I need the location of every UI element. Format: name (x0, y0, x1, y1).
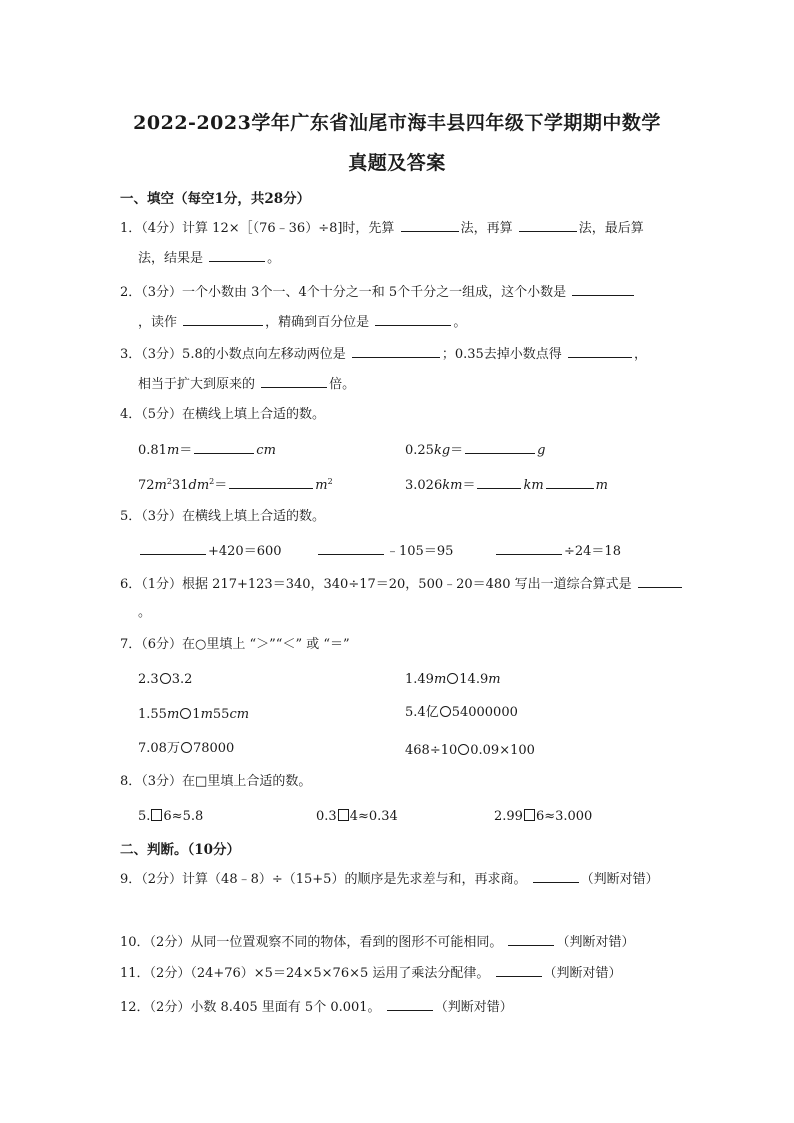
q4-item-4: 3.026km＝ km m (405, 475, 608, 495)
answer-blank[interactable] (496, 541, 562, 555)
page-title: 2022-2023学年广东省汕尾市海丰县四年级下学期期中数学 (133, 112, 661, 134)
q7-item-4: 5.4亿 54000000 (405, 705, 518, 720)
question-7: 7．（6分）在○里填上 “＞”“＜” 或 “＝” (120, 637, 350, 652)
answer-blank[interactable] (140, 541, 206, 555)
answer-blank[interactable] (546, 475, 594, 489)
q8-item-3: 2.99 6≈3.000 (494, 809, 593, 824)
compare-circle[interactable] (458, 744, 469, 755)
section-heading-fill-in: 一、填空（每空1分，共28分） (120, 191, 311, 207)
compare-circle[interactable] (181, 742, 192, 753)
question-12: 12．（2分）小数 8.405 里面有 5个 0.001。 （判断对错） (120, 997, 513, 1017)
answer-blank[interactable] (401, 218, 459, 232)
fill-box[interactable] (524, 809, 535, 821)
answer-blank[interactable] (533, 869, 579, 883)
q5-item-1: +420＝600 (138, 541, 282, 561)
answer-blank[interactable] (638, 574, 682, 588)
q8-item-1: 5. 6≈5.8 (138, 809, 204, 824)
fill-box[interactable] (151, 809, 162, 821)
question-10: 10．（2分）从同一位置观察不同的物体，看到的图形不可能相同。 （判断对错） (120, 932, 634, 952)
question-4: 4．（5分）在横线上填上合适的数。 (120, 407, 326, 422)
question-1-cont: 法，结果是 。 (138, 248, 280, 268)
answer-blank[interactable] (352, 344, 440, 358)
answer-blank[interactable] (477, 475, 521, 489)
fill-box[interactable] (338, 809, 349, 821)
q4-item-2: 0.25kg＝ g (405, 440, 546, 460)
answer-blank[interactable] (508, 932, 554, 946)
question-1: 1．（4分）计算 12×［（76﹣36）÷8]时，先算 法，再算 法，最后算 (120, 218, 644, 238)
question-3-cont: 相当于扩大到原来的 倍。 (138, 374, 355, 394)
compare-circle[interactable] (447, 673, 458, 684)
q4-item-3: $72m^231dm^2= m^2$ (138, 477, 333, 493)
compare-circle[interactable] (440, 706, 451, 717)
question-11: 11．（2分）（24+76）×5＝24×5×76×5 运用了乘法分配律。 （判断对错） (120, 963, 622, 983)
q7-item-6: 468÷10 0.09×100 (405, 743, 535, 758)
question-6: 6．（1分）根据 217+123＝340，340÷17＝20，500﹣20＝480 写出一道综合算式是 (120, 574, 684, 594)
question-3: 3．（3分）5.8的小数点向左移动两位是 ；0.35去掉小数点得 ， (120, 344, 647, 364)
q8-item-2: 0.3 4≈0.34 (316, 809, 398, 824)
q7-item-2: 1.49m 14.9m (405, 672, 501, 687)
answer-blank[interactable] (496, 963, 542, 977)
q7-item-5: 7.08万 78000 (138, 741, 235, 756)
q4-item-1: 0.81m＝ cm (138, 440, 276, 460)
answer-blank[interactable] (465, 440, 535, 454)
answer-blank[interactable] (318, 541, 384, 555)
answer-blank[interactable] (229, 475, 313, 489)
compare-circle[interactable] (180, 708, 191, 719)
question-2-cont: ，读作 ，精确到百分位是 。 (138, 312, 466, 332)
q5-item-2: ﹣105＝95 (316, 541, 453, 561)
page-title-line2: 真题及答案 (348, 152, 446, 174)
answer-blank[interactable] (209, 248, 265, 262)
answer-blank[interactable] (261, 374, 327, 388)
q7-item-3: 1.55m 1m55cm (138, 707, 250, 722)
question-9: 9．（2分）计算（48﹣8）÷（15+5）的顺序是先求差与和，再求商。 （判断对错） (120, 869, 659, 889)
answer-blank[interactable] (194, 440, 254, 454)
question-8: 8．（3分）在□里填上合适的数。 (120, 774, 312, 789)
section-heading-judgement: 二、判断。（10分） (120, 842, 241, 858)
q5-item-3: ÷24＝18 (494, 541, 621, 561)
question-6-cont: 。 (138, 605, 152, 620)
compare-circle[interactable] (160, 673, 171, 684)
question-2: 2．（3分）一个小数由 3个一、4个十分之一和 5个千分之一组成，这个小数是 (120, 282, 636, 302)
answer-blank[interactable] (387, 997, 433, 1011)
answer-blank[interactable] (183, 312, 263, 326)
answer-blank[interactable] (568, 344, 632, 358)
answer-blank[interactable] (572, 282, 634, 296)
answer-blank[interactable] (519, 218, 577, 232)
answer-blank[interactable] (375, 312, 451, 326)
question-5: 5．（3分）在横线上填上合适的数。 (120, 509, 326, 524)
q7-item-1: 2.3 3.2 (138, 672, 193, 687)
